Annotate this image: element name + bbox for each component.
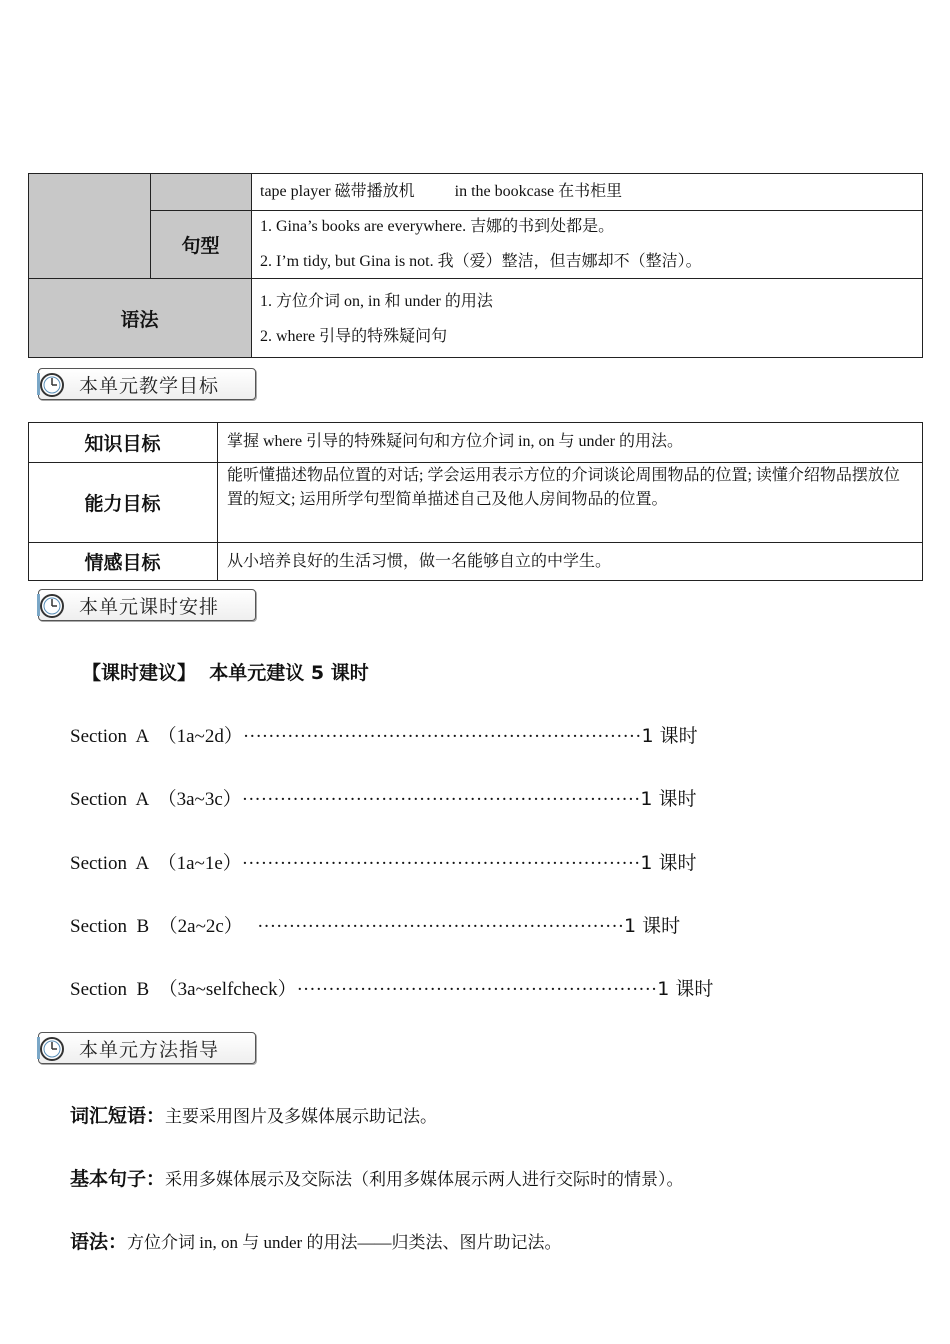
goal-text: 从小培养良好的生活习惯，做一名能够自立的中学生。 [227, 553, 612, 570]
methods-header-title: 本单元方法指导 [79, 1039, 220, 1061]
schedule-row-dots: ······························································· [242, 726, 642, 747]
grammar-1: 1. 方位介词 on, in 和 under 的用法 [260, 293, 493, 310]
clock-icon [35, 1033, 65, 1063]
schedule-row-dots: ······························································· [241, 789, 641, 810]
sentence-2: 2. I’m tidy, but Gina is not. 我（爱）整洁，但吉娜却不（整洁）。 [260, 253, 702, 270]
clock-icon [35, 369, 65, 399]
schedule-row-label: Section B （2a~2c） [70, 916, 243, 937]
schedule-row-unit: 1 课时 [641, 725, 698, 747]
schedule-row-label: Section A （1a~1e） [70, 853, 242, 874]
schedule-row [70, 848, 697, 875]
section-header-methods [38, 1032, 256, 1064]
method-item [70, 1227, 561, 1254]
method-text: 采用多媒体展示及交际法（利用多媒体展示两人进行交际时的情景）。 [165, 1170, 684, 1189]
grammar-label-cell [28, 278, 251, 358]
goal-label: 情感目标 [84, 551, 161, 574]
goal-text: 掌握 where 引导的特殊疑问句和方位介词 in, on 与 under 的用法。 [227, 433, 683, 450]
method-item [70, 1164, 684, 1191]
method-key: 基本句子： [70, 1168, 166, 1190]
schedule-row-unit: 1 课时 [657, 978, 714, 1000]
suggestion-value: 本单元建议 5 课时 [209, 662, 369, 684]
method-key: 词汇短语： [70, 1105, 166, 1127]
goal-label-cell [28, 422, 217, 462]
schedule-row [70, 784, 697, 811]
grammar-2: 2. where 引导的特殊疑问句 [260, 328, 448, 345]
schedule-row-unit: 1 课时 [640, 788, 697, 810]
schedule-row [70, 911, 680, 938]
goal-label-cell [28, 462, 217, 542]
method-text: 主要采用图片及多媒体展示助记法。 [165, 1107, 438, 1126]
schedule-row-unit: 1 课时 [624, 915, 681, 937]
goal-text: 能听懂描述物品位置的对话; 学会运用表示方位的介词谈论周围物品的位置; 读懂介绍物品摆放位置的短文; 运用所学句型简单描述自己及他人房间物品的位置。 [227, 467, 900, 508]
schedule-row [70, 721, 698, 748]
schedule-row-label: Section A （1a~2d） [70, 726, 243, 747]
schedule-row-unit: 1 课时 [640, 852, 697, 874]
vocab-row-text: tape player 磁带播放机 in the bookcase 在书柜里 [260, 183, 623, 200]
schedule-row-label: Section B （3a~selfcheck） [70, 979, 297, 1000]
schedule-row [70, 974, 713, 1001]
schedule-row-dots: ·························································· [242, 916, 625, 937]
sentence-label: 句型 [181, 234, 220, 257]
goals-header-title: 本单元教学目标 [79, 375, 220, 397]
schedule-suggestion [82, 658, 369, 685]
table-merged-gray-cell [28, 173, 150, 278]
schedule-row-dots: ······························································· [241, 853, 641, 874]
grammar-label: 语法 [120, 308, 159, 331]
schedule-row-dots: ························································· [296, 979, 658, 1000]
method-key: 语法： [70, 1231, 128, 1253]
sentence-1: 1. Gina’s books are everywhere. 吉娜的书到处都是。 [260, 218, 615, 235]
goal-label: 知识目标 [84, 432, 161, 455]
table-empty-gray-cell [150, 173, 251, 210]
goal-label: 能力目标 [84, 492, 161, 515]
section-header-goals [38, 368, 256, 400]
section-header-schedule [38, 589, 256, 621]
method-item [70, 1101, 437, 1128]
suggestion-key: 【课时建议】 [82, 662, 197, 684]
goal-label-cell [28, 542, 217, 580]
schedule-row-label: Section A （3a~3c） [70, 789, 242, 810]
sentence-label-cell [150, 210, 251, 278]
schedule-header-title: 本单元课时安排 [79, 596, 220, 618]
method-text: 方位介词 in, on 与 under 的用法——归类法、图片助记法。 [127, 1233, 562, 1252]
clock-icon [35, 590, 65, 620]
